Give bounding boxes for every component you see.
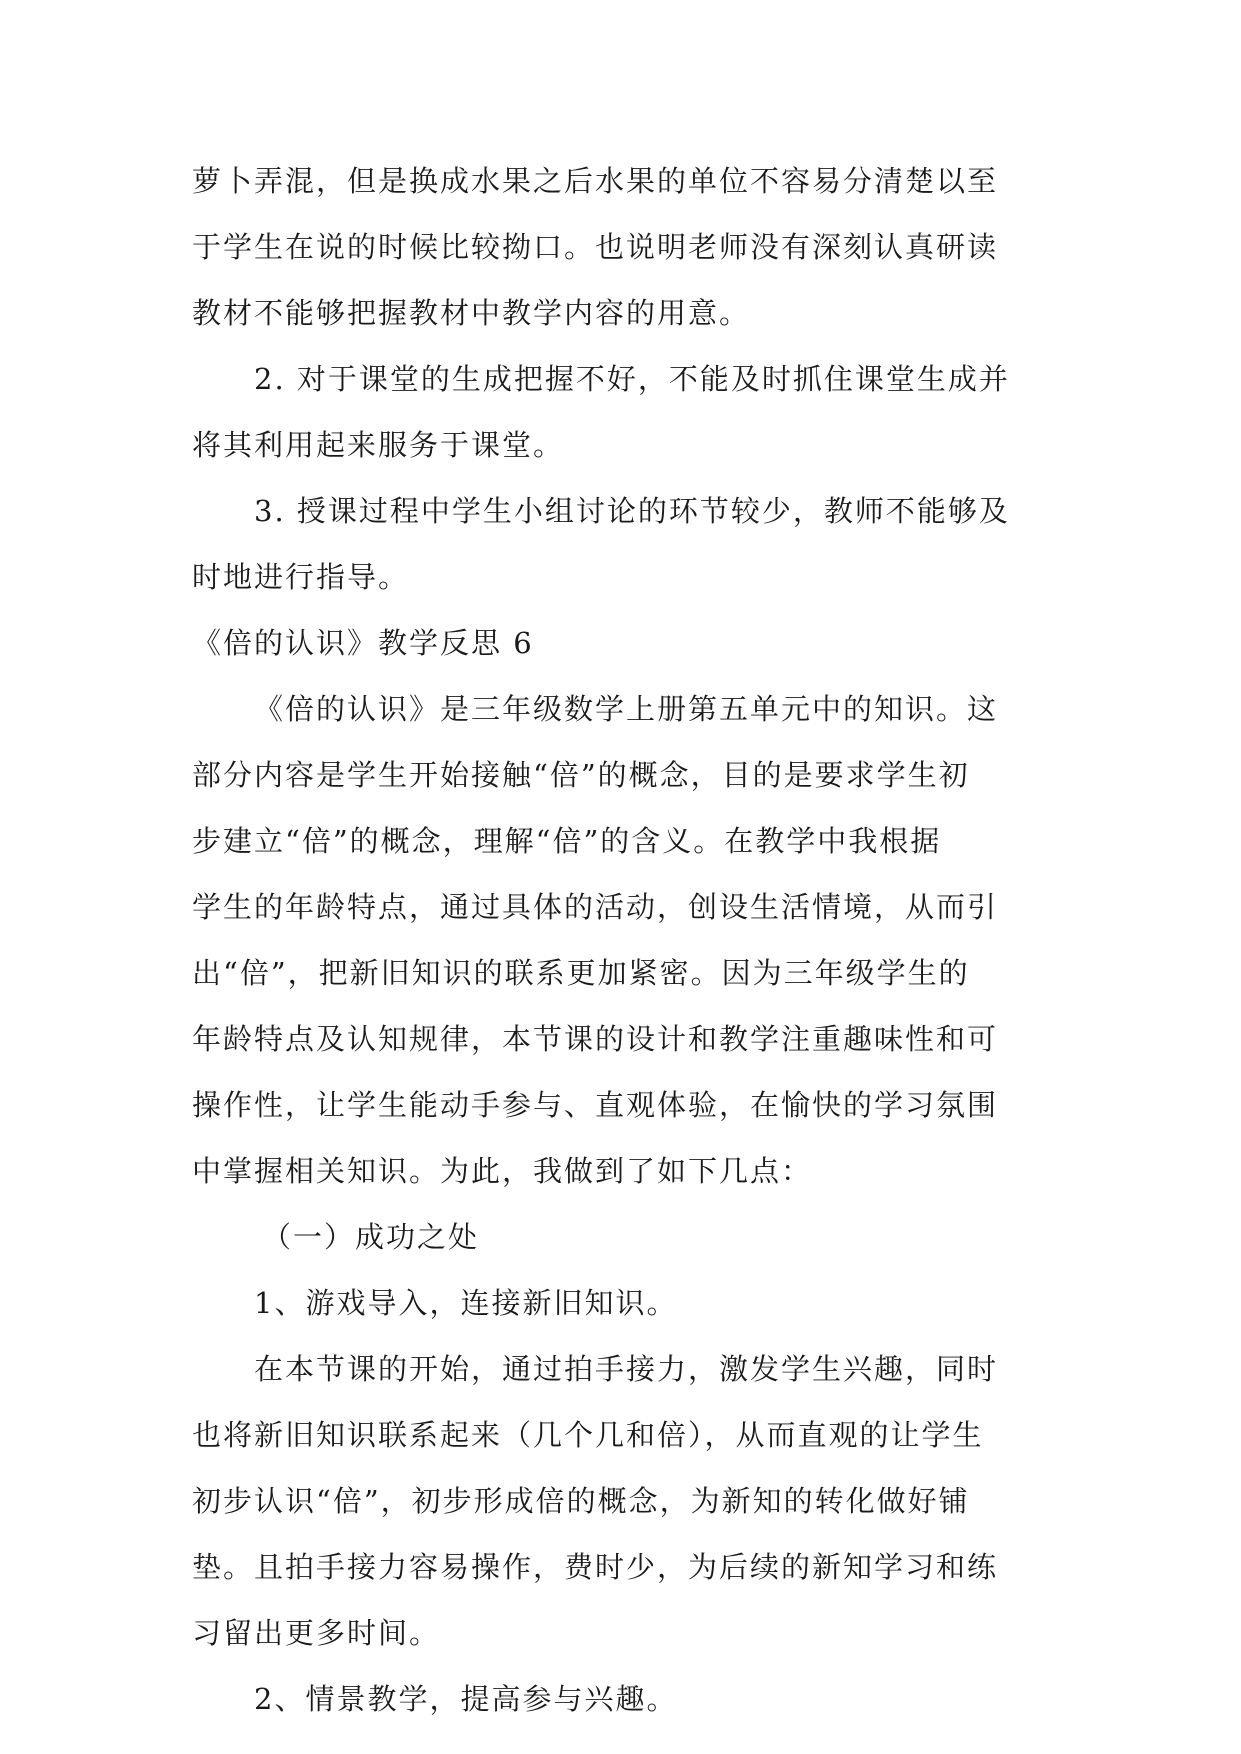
list-item-2: 2. 对于课堂的生成把握不好，不能及时抓住课堂生成并 <box>254 362 1010 396</box>
text-line-10: 部分内容是学生开始接触“倍”的概念，目的是要求学生初 <box>192 758 970 792</box>
text-line-22: 垫。且拍手接力容易操作，费时少，为后续的新知学习和练 <box>192 1550 999 1584</box>
list-item-3: 3. 授课过程中学生小组讨论的环节较少，教师不能够及 <box>254 494 1010 528</box>
paragraph-start: 《倍的认识》是三年级数学上册第五单元中的知识。这 <box>254 692 999 726</box>
text-line-20: 也将新旧知识联系起来（几个几和倍），从而直观的让学生 <box>192 1418 984 1452</box>
point-2-title: 2、情景教学，提高参与兴趣。 <box>254 1682 678 1716</box>
text-line-14: 年龄特点及认知规律，本节课的设计和教学注重趣味性和可 <box>192 1022 999 1056</box>
text-line-2: 于学生在说的时候比较拗口。也说明老师没有深刻认真研读 <box>192 230 999 264</box>
text-line-23: 习留出更多时间。 <box>192 1616 441 1650</box>
point-1-title: 1、游戏导入，连接新旧知识。 <box>254 1286 678 1320</box>
text-line-1: 萝卜弄混，但是换成水果之后水果的单位不容易分清楚以至 <box>192 164 999 198</box>
text-line-12: 学生的年龄特点，通过具体的活动，创设生活情境，从而引 <box>192 890 999 924</box>
document-body <box>192 148 1052 1732</box>
paragraph-start: 在本节课的开始，通过拍手接力，激发学生兴趣，同时 <box>254 1352 999 1386</box>
text-line-3: 教材不能够把握教材中教学内容的用意。 <box>192 296 751 330</box>
text-line-13: 出“倍”，把新旧知识的联系更加紧密。因为三年级学生的 <box>192 956 970 990</box>
text-line-21: 初步认识“倍”，初步形成倍的概念，为新知的转化做好铺 <box>192 1484 970 1518</box>
text-line-5: 将其利用起来服务于课堂。 <box>192 428 565 462</box>
sub-heading: （一）成功之处 <box>262 1220 480 1254</box>
text-line-15: 操作性，让学生能动手参与、直观体验，在愉快的学习氛围 <box>192 1088 999 1122</box>
text-line-11: 步建立“倍”的概念，理解“倍”的含义。在教学中我根据 <box>192 824 942 858</box>
text-line-7: 时地进行指导。 <box>192 560 410 594</box>
section-heading: 《倍的认识》教学反思 6 <box>192 626 534 660</box>
text-line-16: 中掌握相关知识。为此，我做到了如下几点： <box>192 1154 813 1188</box>
